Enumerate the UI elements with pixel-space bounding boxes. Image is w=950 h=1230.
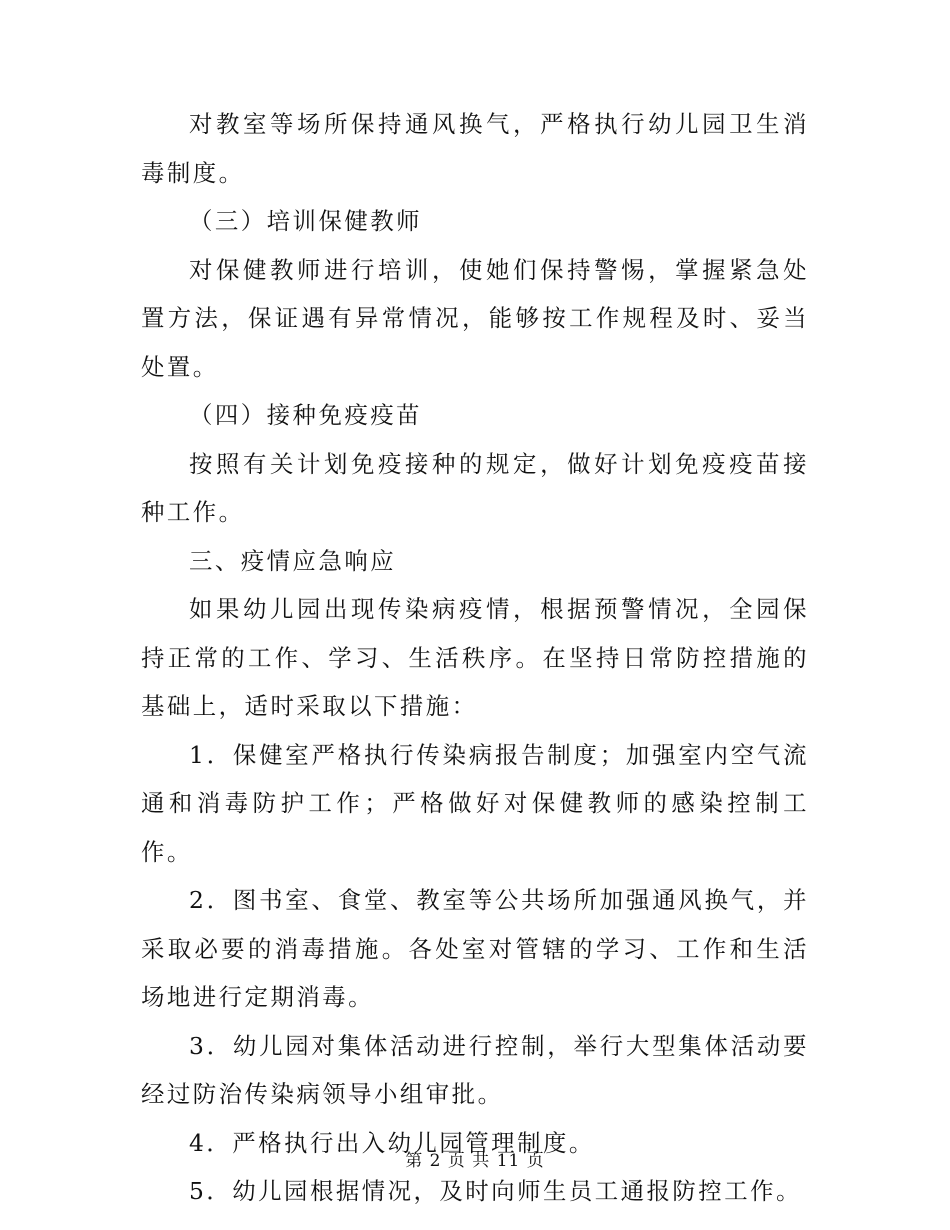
paragraph-training: 对保健教师进行培训，使她们保持警惕，掌握紧急处置方法，保证遇有异常情况，能够按工作规程及时、妥当处置。	[141, 255, 809, 381]
paragraph-emergency-intro: 如果幼儿园出现传染病疫情，根据预警情况，全园保持正常的工作、学习、生活秩序。在坚持日常防控措施的基础上，适时采取以下措施：	[141, 595, 809, 720]
heading-emergency-response: 三、疫情应急响应	[189, 546, 397, 575]
heading-vaccination: （四）接种免疫疫苗	[189, 401, 423, 429]
paragraph-ventilation: 对教室等场所保持通风换气，严格执行幼儿园卫生消毒制度。	[141, 110, 809, 187]
document-body	[141, 100, 809, 1216]
list-item-1: 1．保健室严格执行传染病报告制度；加强室内空气流通和消毒防护工作；严格做好对保健教师的感染控制工作。	[141, 740, 809, 866]
list-item-3: 3．幼儿园对集体活动进行控制，举行大型集体活动要经过防治传染病领导小组审批。	[141, 1031, 809, 1108]
paragraph-vaccination: 按照有关计划免疫接种的规定，做好计划免疫疫苗接种工作。	[141, 449, 809, 526]
list-item-5: 5．幼儿园根据情况，及时向师生员工通报防控工作。	[189, 1177, 802, 1205]
list-item-2: 2．图书室、食堂、教室等公共场所加强通风换气，并采取必要的消毒措施。各处室对管辖的学习、工作和生活场地进行定期消毒。	[141, 886, 809, 1011]
page-footer: 第 2 页 共 11 页	[405, 1151, 545, 1171]
list-item-4: 4．严格执行出入幼儿园管理制度。	[189, 1128, 595, 1157]
heading-train-health-teachers: （三）培训保健教师	[189, 207, 423, 235]
